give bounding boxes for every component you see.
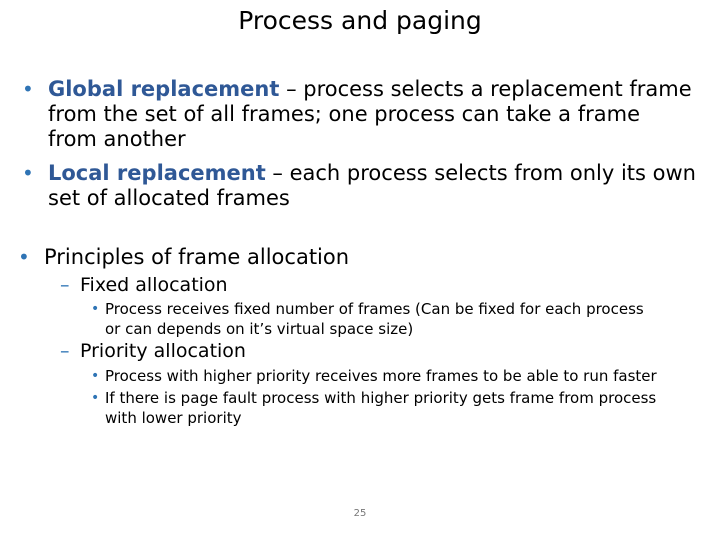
fixed-allocation-item: [91, 299, 715, 339]
bullet-principles: [18, 245, 714, 270]
priority-allocation-item-2: [91, 388, 715, 428]
term-global-replacement: Global replacement: [48, 77, 280, 101]
subbullet-label: Priority allocation: [80, 340, 246, 362]
bullet-text: – process selects a replacement frame: [279, 77, 692, 101]
bullet-text: from another: [48, 127, 186, 151]
dash-icon: –: [60, 340, 70, 362]
bullet-text: set of allocated frames: [48, 186, 290, 210]
bullet-text: – each process selects from only its own: [265, 161, 696, 185]
item-text: If there is page fault process with higher priority gets frame from process: [105, 389, 657, 407]
bullet-dot-icon: •: [22, 161, 34, 185]
page-number: 25: [353, 508, 367, 519]
bullet-local-replacement: [22, 161, 718, 211]
dash-icon: –: [60, 274, 70, 296]
bullet-global-replacement: [22, 77, 718, 152]
item-text: or can depends on it’s virtual space size): [105, 320, 414, 338]
bullet-dot-icon: •: [18, 245, 30, 269]
priority-allocation-item-1: [91, 366, 715, 386]
subbullet-label: Fixed allocation: [80, 274, 228, 296]
bullet-dot-icon: •: [91, 390, 100, 406]
subbullet-fixed-allocation: [60, 273, 710, 297]
item-text: with lower priority: [105, 409, 242, 427]
bullet-text: Principles of frame allocation: [44, 245, 350, 269]
bullet-dot-icon: •: [91, 301, 100, 317]
bullet-dot-icon: •: [22, 77, 34, 101]
item-text: Process with higher priority receives more frames to be able to run faster: [105, 367, 657, 385]
bullet-dot-icon: •: [91, 368, 100, 384]
subbullet-priority-allocation: [60, 339, 710, 363]
slide-title: Process and paging: [238, 6, 482, 35]
term-local-replacement: Local replacement: [48, 161, 266, 185]
item-text: Process receives fixed number of frames (Can be fixed for each process: [105, 300, 644, 318]
bullet-text: from the set of all frames; one process can take a frame: [48, 102, 640, 126]
